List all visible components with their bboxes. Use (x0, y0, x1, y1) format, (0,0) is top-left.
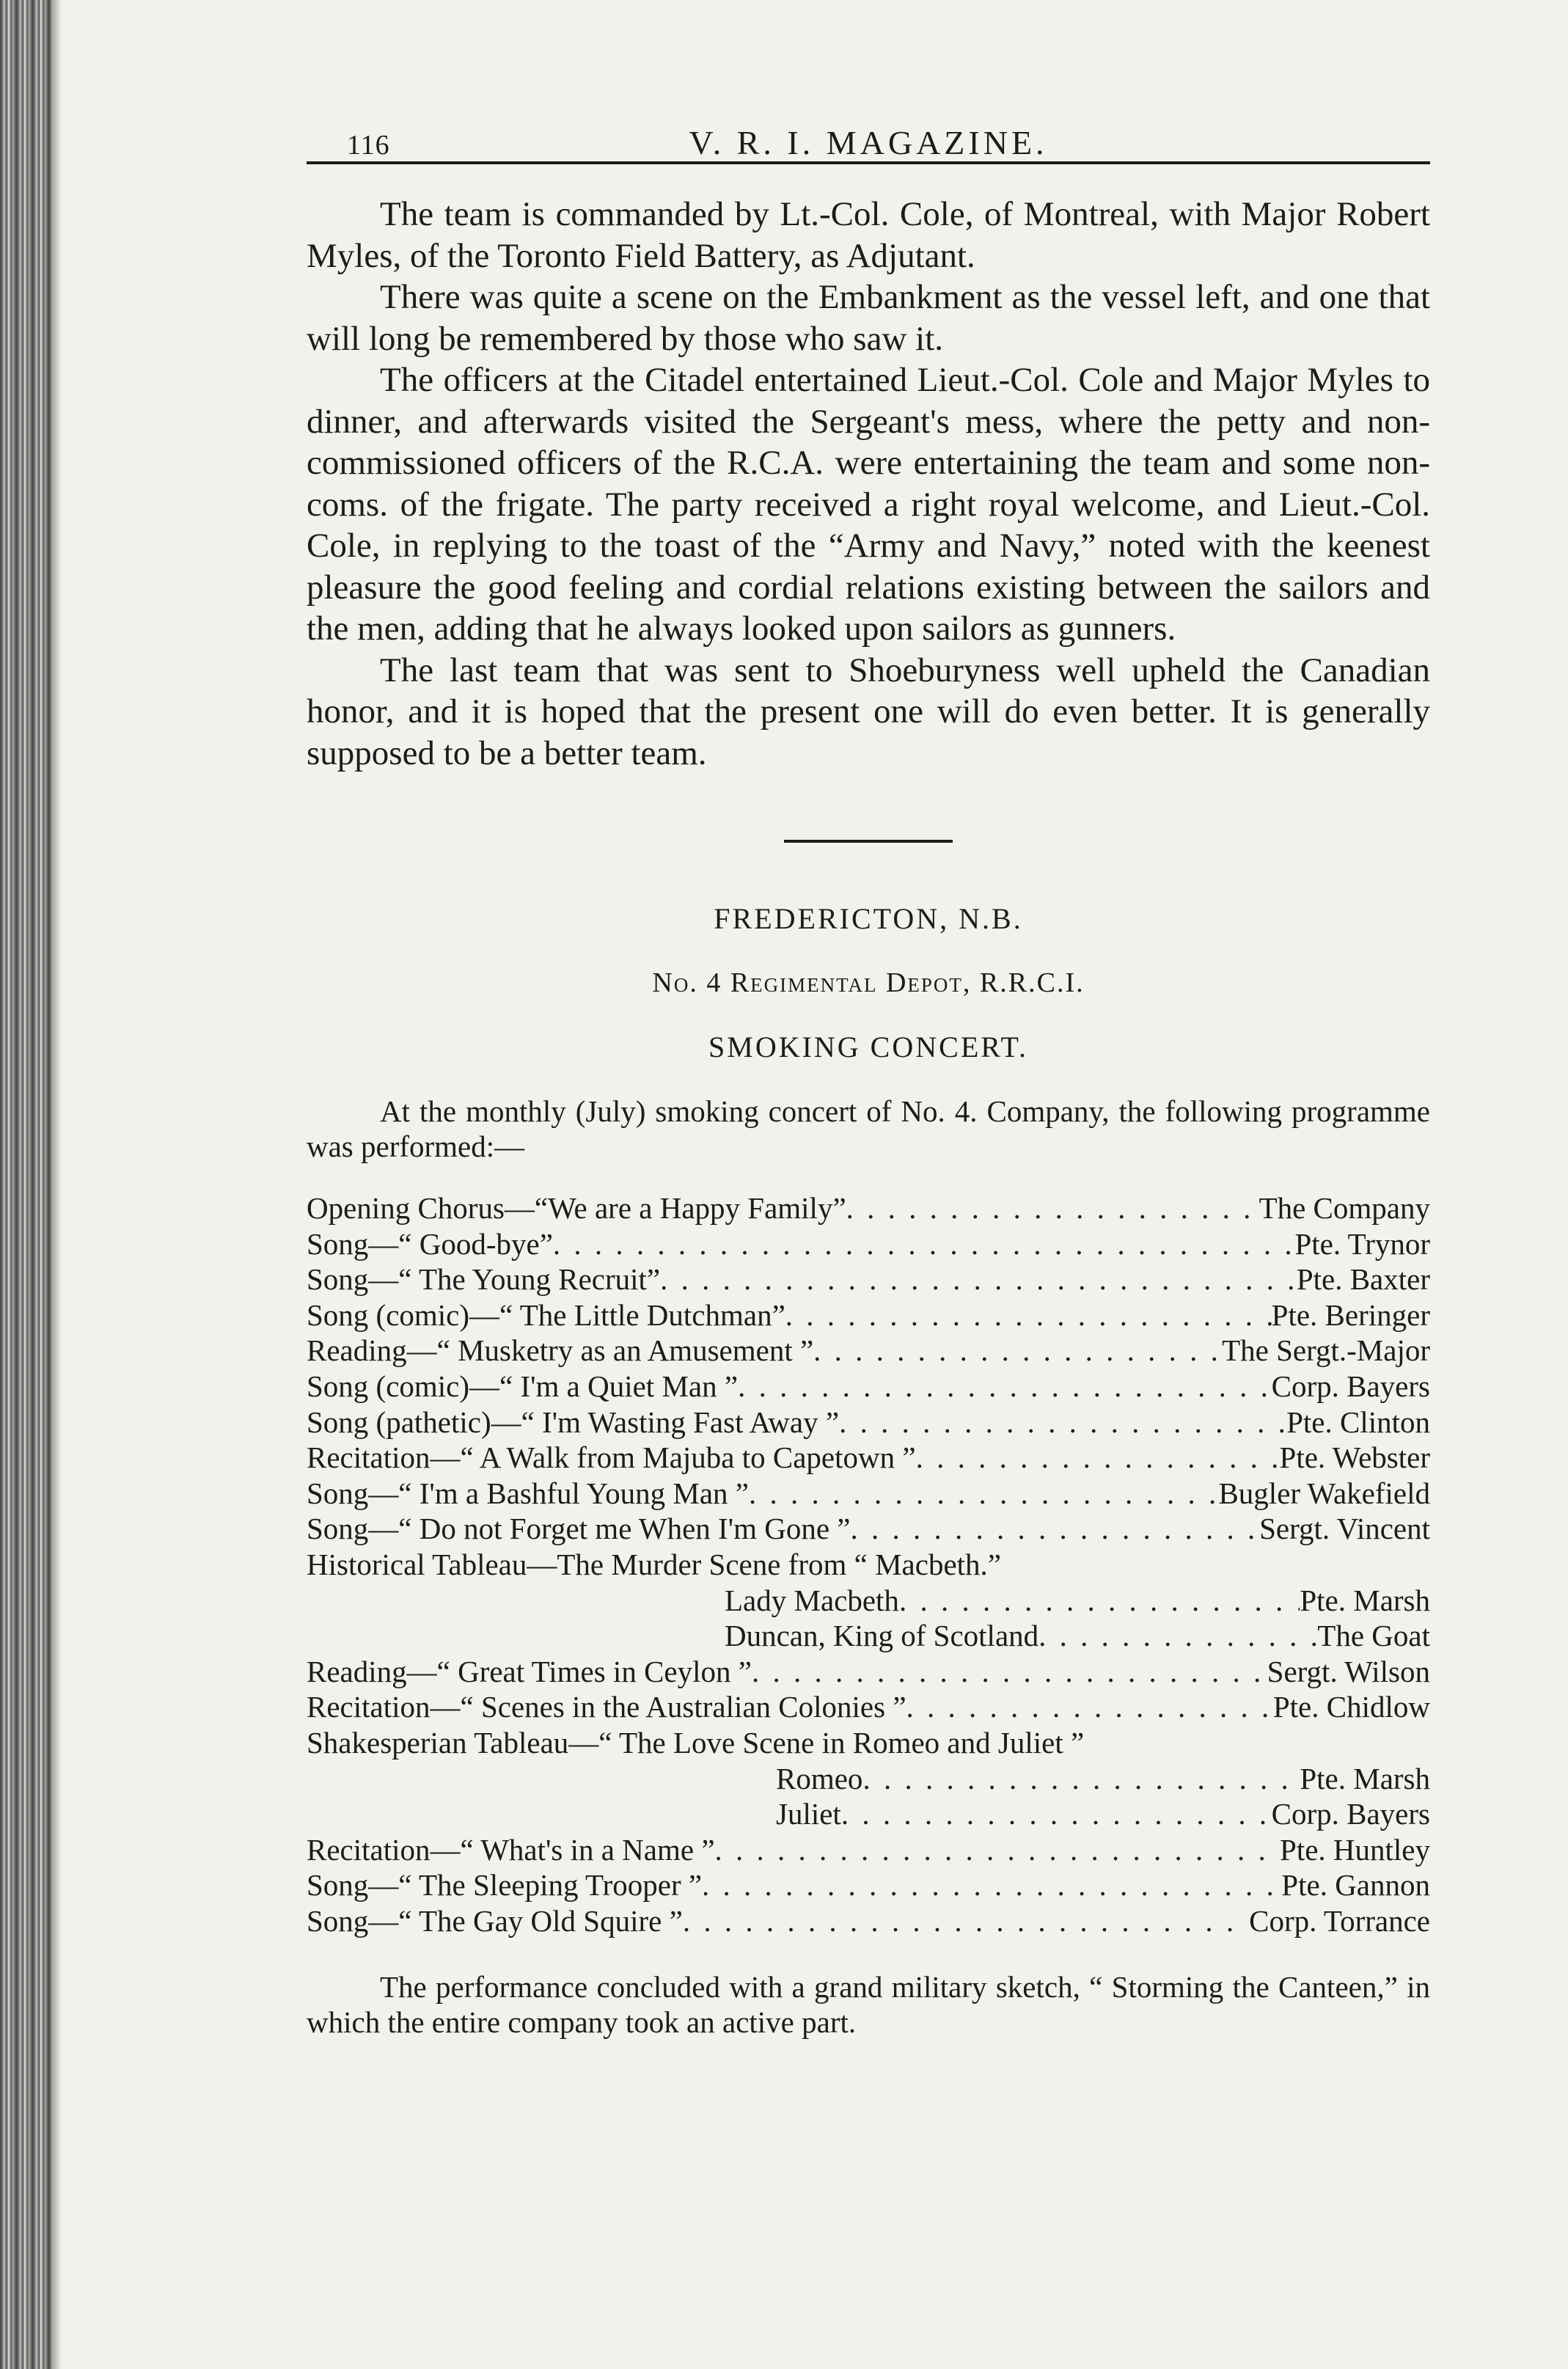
programme-item: Recitation—“ What's in a Name ” (307, 1832, 715, 1867)
tableau-role (307, 1618, 1430, 1654)
role-name: Duncan, King of Scotland (725, 1619, 1039, 1653)
article-paragraph: The officers at the Citadel entertained Lieut.-Col. Cole and Major Myles to dinner, and afterwards visited the Sergeant's mess, where the petty and non-commissioned officers of the R.C.A. were entertaining the team and some non-coms. of the frigate. The party received a right royal welcome, and Lieut.-Col. Cole, in replying to the toast of the “Army and Navy,” noted with the keenest pleasure the good feeling and cordial relations existing between the sailors and the men, adding that he always looked upon sailors as gunners. (307, 361, 1430, 648)
book-binding-edge (0, 0, 51, 2369)
programme-performer: Corp. Torrance (1249, 1903, 1430, 1938)
dot-leader (839, 1405, 1286, 1440)
dot-leader (752, 1654, 1267, 1690)
programme-performer: The Company (1259, 1191, 1430, 1225)
page-header (307, 110, 1430, 164)
concert-intro (307, 1094, 1430, 1164)
dot-leader (846, 1190, 1259, 1226)
dot-leader (850, 1511, 1259, 1547)
programme-line (307, 1511, 1430, 1547)
article-body (307, 194, 1430, 774)
page-number: 116 (347, 130, 390, 161)
programme-line (307, 1689, 1430, 1725)
programme-performer: Pte. Beringer (1271, 1297, 1430, 1332)
programme-item: Song—“ The Sleeping Trooper ” (307, 1868, 703, 1903)
dot-leader (1038, 1618, 1317, 1654)
dot-leader (715, 1832, 1280, 1868)
programme-line (307, 1226, 1430, 1262)
dot-leader (841, 1796, 1272, 1832)
dot-leader (660, 1262, 1297, 1297)
programme-performer: Sergt. Wilson (1267, 1654, 1430, 1688)
programme-performer: Corp. Bayers (1271, 1369, 1430, 1403)
dot-leader (899, 1583, 1300, 1619)
dot-leader (916, 1440, 1280, 1476)
section-divider (784, 840, 953, 843)
dot-leader (683, 1903, 1249, 1939)
tableau-title: Shakesperian Tableau—“ The Love Scene in Romeo and Juliet ” (307, 1725, 1085, 1760)
programme-performer: Pte. Chidlow (1272, 1690, 1430, 1724)
programme-performer: Pte. Webster (1279, 1440, 1430, 1475)
magazine-page (307, 110, 1430, 2040)
programme-performer: Pte. Baxter (1296, 1262, 1430, 1297)
programme-line (307, 1832, 1430, 1868)
role-name: Lady Macbeth (725, 1583, 899, 1617)
closing-paragraph-block (307, 1969, 1430, 2040)
article-paragraph: The team is commanded by Lt.-Col. Cole, of Montreal, with Major Robert Myles, of the Toronto Field Battery, as Adjutant. (307, 195, 1430, 275)
closing-paragraph: The performance concluded with a grand military sketch, “ Storming the Canteen,” in which the entire company took an active part. (307, 1970, 1430, 2040)
programme-item: Song—“ The Young Recruit” (307, 1262, 661, 1297)
role-name: Juliet (776, 1797, 841, 1831)
programme-line (307, 1440, 1430, 1476)
dot-leader (862, 1761, 1300, 1797)
programme-item: Song (comic)—“ I'm a Quiet Man ” (307, 1369, 739, 1403)
programme-item: Song (comic)—“ The Little Dutchman” (307, 1297, 785, 1332)
section-event-heading: SMOKING CONCERT. (708, 1030, 1028, 1063)
programme-item: Reading—“ Great Times in Ceylon ” (307, 1654, 752, 1688)
dot-leader (749, 1476, 1218, 1512)
programme-item: Song—“ Do not Forget me When I'm Gone ” (307, 1512, 851, 1546)
tableau-role (307, 1761, 1430, 1797)
programme-item: Song—“ The Gay Old Squire ” (307, 1903, 683, 1938)
role-performer: Pte. Marsh (1300, 1583, 1430, 1617)
programme-line (307, 1369, 1430, 1405)
role-performer: Corp. Bayers (1271, 1797, 1430, 1831)
programme-line (307, 1903, 1430, 1939)
programme-item: Song (pathetic)—“ I'm Wasting Fast Away ” (307, 1405, 840, 1439)
role-performer: Pte. Marsh (1300, 1761, 1430, 1795)
article-paragraph: The last team that was sent to Shoeburyness well upheld the Canadian honor, and it is hoped that the present one will do even better. It is generally supposed to be a better team. (307, 651, 1430, 772)
dot-leader (906, 1689, 1273, 1725)
running-title: V. R. I. MAGAZINE. (689, 124, 1048, 161)
tableau-role (307, 1796, 1430, 1832)
programme-item: Song—“ Good-bye” (307, 1226, 553, 1261)
programme-line (307, 1297, 1430, 1333)
programme-item: Recitation—“ A Walk from Majuba to Capetown ” (307, 1440, 916, 1475)
programme-line (307, 1654, 1430, 1690)
programme-line (307, 1405, 1430, 1440)
dot-leader (785, 1297, 1272, 1333)
role-name: Romeo (776, 1761, 863, 1795)
programme-item: Reading—“ Musketry as an Amusement ” (307, 1333, 814, 1368)
programme-line (307, 1190, 1430, 1226)
binding-shadow (51, 0, 62, 2369)
programme-performer: Pte. Gannon (1281, 1868, 1430, 1903)
tableau-role (307, 1583, 1430, 1619)
tableau-title: Historical Tableau—The Murder Scene from “ Macbeth.” (307, 1547, 1001, 1581)
programme-performer: Pte. Trynor (1294, 1226, 1430, 1261)
programme-performer: Bugler Wakefield (1218, 1476, 1430, 1510)
programme-line (307, 1867, 1430, 1903)
concert-programme (307, 1190, 1430, 1938)
article-paragraph: There was quite a scene on the Embankment as the vessel left, and one that will long be remembered by those who saw it. (307, 278, 1430, 358)
programme-line (307, 1333, 1430, 1369)
programme-item: Recitation—“ Scenes in the Australian Colonies ” (307, 1690, 906, 1724)
dot-leader (553, 1226, 1295, 1262)
dot-leader (702, 1867, 1281, 1903)
programme-item: Song—“ I'm a Bashful Young Man ” (307, 1476, 750, 1510)
programme-performer: Pte. Huntley (1280, 1832, 1430, 1867)
dot-leader (738, 1369, 1272, 1405)
section-depot-heading: No. 4 Regimental Depot, R.R.C.I. (652, 967, 1085, 998)
programme-line (307, 1262, 1430, 1297)
section-place-heading: FREDERICTON, N.B. (714, 902, 1023, 935)
programme-performer: The Sergt.-Major (1222, 1333, 1430, 1368)
programme-performer: Sergt. Vincent (1259, 1512, 1430, 1546)
role-performer: The Goat (1317, 1619, 1430, 1653)
programme-item: Opening Chorus—“We are a Happy Family” (307, 1191, 846, 1225)
programme-line (307, 1476, 1430, 1512)
intro-paragraph: At the monthly (July) smoking concert of No. 4. Company, the following programme was performed:— (307, 1094, 1430, 1163)
dot-leader (813, 1333, 1222, 1369)
programme-performer: Pte. Clinton (1286, 1405, 1430, 1439)
